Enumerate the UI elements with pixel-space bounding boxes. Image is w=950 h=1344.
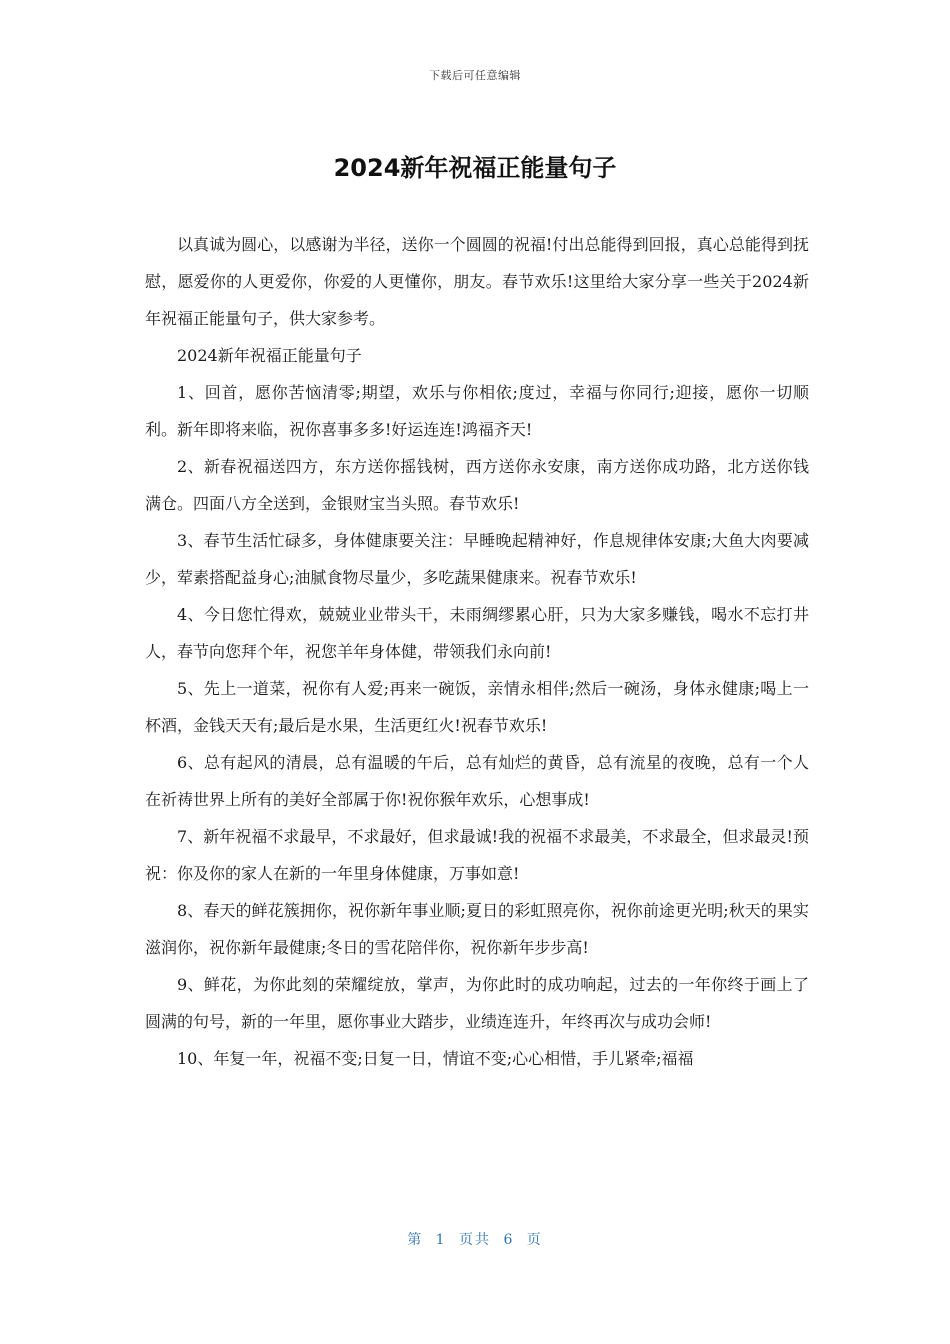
paragraph-item-5: 5、先上一道菜，祝你有人爱;再来一碗饭，亲情永相伴;然后一碗汤，身体永健康;喝上一杯酒，金钱天天有;最后是水果，生活更红火!祝春节欢乐! <box>145 679 809 735</box>
paragraph-item-3: 3、春节生活忙碌多，身体健康要关注：早睡晚起精神好，作息规律体安康;大鱼大肉要减少，荤素搭配益身心;油腻食物尽量少，多吃蔬果健康来。祝春节欢乐! <box>145 531 809 587</box>
document-body <box>145 226 809 1077</box>
paragraph-item-4: 4、今日您忙得欢，兢兢业业带头干，未雨绸缪累心肝，只为大家多赚钱，喝水不忘打井人，春节向您拜个年，祝您羊年身体健，带领我们永向前! <box>145 605 809 661</box>
page-number-footer: 第 1 页共 6 页 <box>407 1232 543 1248</box>
paragraph-item-9: 9、鲜花，为你此刻的荣耀绽放，掌声，为你此时的成功响起，过去的一年你终于画上了圆满的句号，新的一年里，愿你事业大踏步，业绩连连升，年终再次与成功会师! <box>145 975 809 1031</box>
paragraph-intro: 以真诚为圆心，以感谢为半径，送你一个圆圆的祝福!付出总能得到回报，真心总能得到抚慰，愿爱你的人更爱你，你爱的人更懂你，朋友。春节欢乐!这里给大家分享一些关于2024新年祝福正能量句子，供大家参考。 <box>145 235 809 328</box>
paragraph-item-1: 1、回首，愿你苦恼清零;期望，欢乐与你相依;度过，幸福与你同行;迎接，愿你一切顺利。新年即将来临，祝你喜事多多!好运连连!鸿福齐天! <box>145 383 809 439</box>
paragraph-item-10: 10、年复一年，祝福不变;日复一日，情谊不变;心心相惜，手儿紧牵;福福 <box>177 1049 694 1068</box>
document-title: 2024新年祝福正能量句子 <box>333 154 617 182</box>
page-header: 下载后可任意编辑 <box>429 69 521 82</box>
paragraph-item-7: 7、新年祝福不求最早，不求最好，但求最诚!我的祝福不求最美，不求最全，但求最灵!预祝：你及你的家人在新的一年里身体健康，万事如意! <box>145 827 809 883</box>
paragraph-item-2: 2、新春祝福送四方，东方送你摇钱树，西方送你永安康，南方送你成功路，北方送你钱满仓。四面八方全送到，金银财宝当头照。春节欢乐! <box>145 457 809 513</box>
paragraph-item-6: 6、总有起风的清晨，总有温暖的午后，总有灿烂的黄昏，总有流星的夜晚，总有一个人在祈祷世界上所有的美好全部属于你!祝你猴年欢乐，心想事成! <box>145 753 809 809</box>
paragraph-item-8: 8、春天的鲜花簇拥你，祝你新年事业顺;夏日的彩虹照亮你，祝你前途更光明;秋天的果实滋润你，祝你新年最健康;冬日的雪花陪伴你，祝你新年步步高! <box>145 901 809 957</box>
paragraph-subheading: 2024新年祝福正能量句子 <box>177 346 362 365</box>
